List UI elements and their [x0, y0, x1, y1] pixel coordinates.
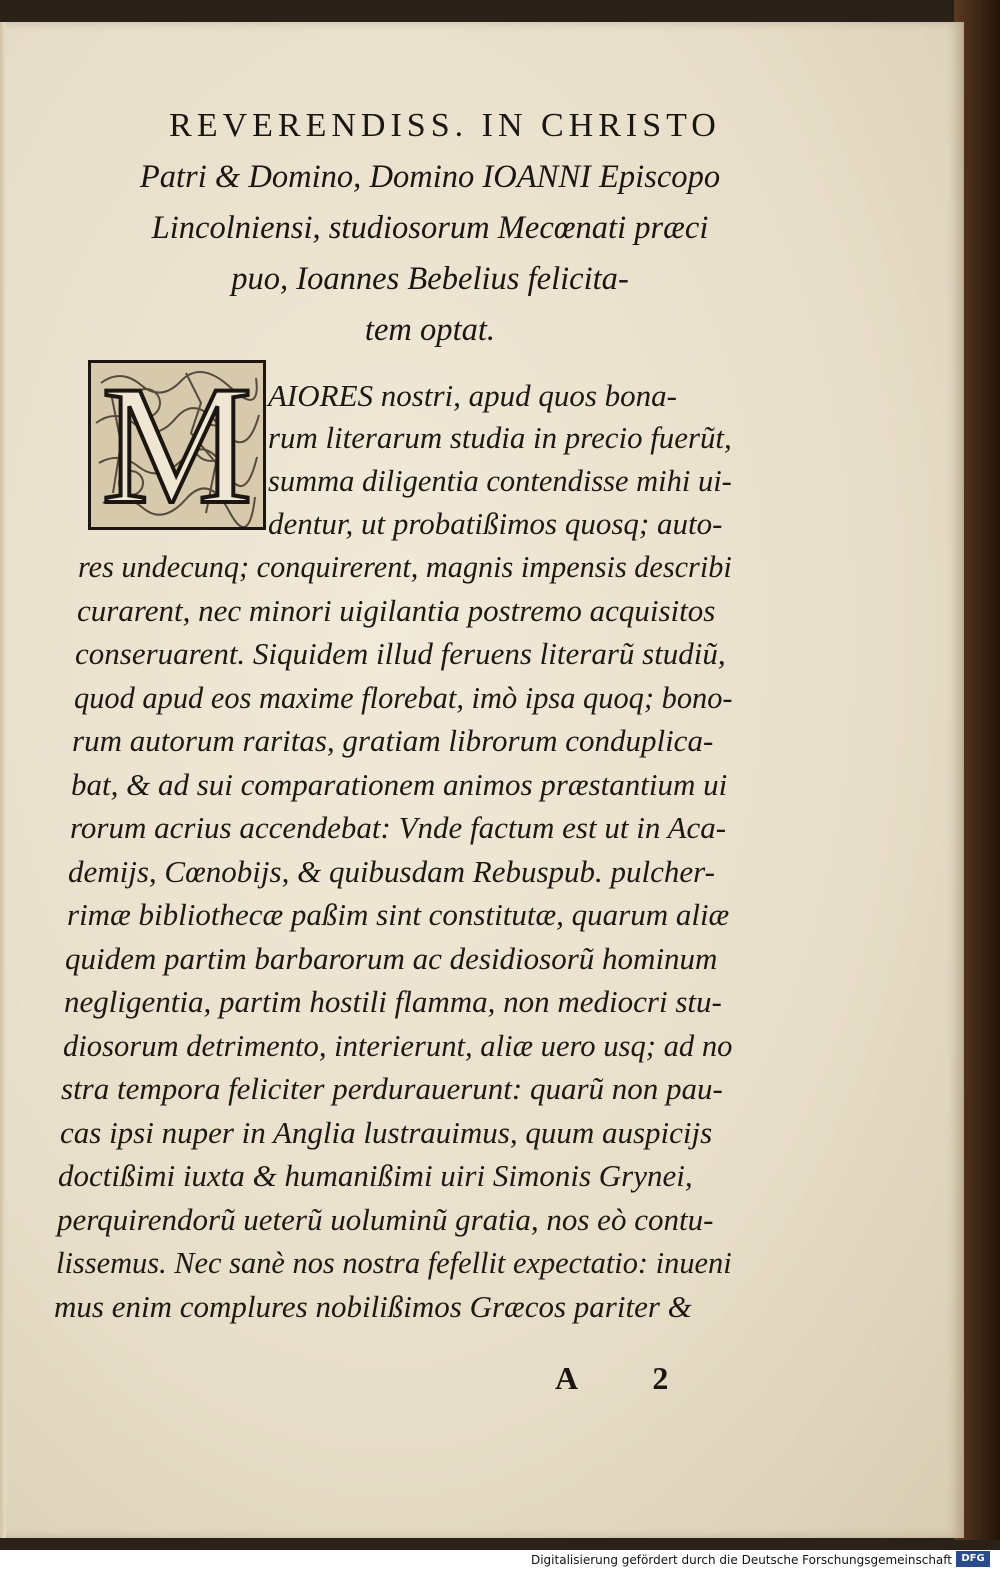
- body-line: rimæ bibliothecæ paßim sint constitutæ, quarum aliæ: [67, 897, 730, 932]
- body-line: lissemus. Nec sanè nos nostra fefellit expectatio: inueni: [56, 1245, 732, 1280]
- drop-cap-letter: M: [101, 360, 253, 530]
- body-line: rum autorum raritas, gratiam librorum conduplica-: [72, 723, 714, 758]
- body-line: diosorum detrimento, interierunt, aliæ uero usq; ad no: [63, 1028, 733, 1063]
- dedication-heading: [80, 100, 780, 356]
- body-line: cas ipsi nuper in Anglia lustrauimus, quum auspicijs: [60, 1115, 713, 1150]
- first-line: rum literarum studia in precio fuerũt,: [268, 420, 732, 455]
- body-line: quidem partim barbarorum ac desidiosorũ hominum: [65, 941, 718, 976]
- body-line: rorum acrius accendebat: Vnde factum est ut in Aca-: [70, 810, 727, 845]
- body-line: conseruarent. Siquidem illud feruens literarũ studiũ,: [75, 636, 726, 671]
- heading-line-2: Patri & Domino, Domino IOANNI Episcopo: [139, 159, 721, 195]
- body-line: stra tempora feliciter perdurauerunt: quarũ non pau-: [61, 1071, 723, 1106]
- footer-credit: Digitalisierung gefördert durch die Deutsche Forschungsgemeinschaft: [530, 1553, 952, 1567]
- page-edge: [0, 22, 6, 1538]
- dfg-logo: DFG: [956, 1551, 990, 1567]
- body-line: negligentia, partim hostili flamma, non mediocri stu-: [64, 984, 722, 1019]
- body-line: mus enim complures nobilißimos Græcos pariter &: [54, 1289, 692, 1324]
- heading-line-4: puo, Ioannes Bebelius felicita-: [231, 261, 629, 297]
- heading-line-1: REVERENDISS. IN CHRISTO: [169, 107, 721, 144]
- body-line: demijs, Cœnobijs, & quibusdam Rebuspub. pulcher-: [68, 854, 715, 889]
- first-line: summa diligentia contendisse mihi ui-: [268, 463, 732, 498]
- first-line: dentur, ut probatißimos quosq; auto-: [268, 506, 723, 541]
- body-line: res undecunq; conquirerent, magnis impensis describi: [78, 549, 732, 584]
- signature-mark: A 2: [555, 1360, 703, 1396]
- body-line: quod apud eos maxime florebat, imò ipsa quoq; bono-: [74, 680, 733, 715]
- heading-line-5: tem optat.: [364, 312, 496, 348]
- body-line: bat, & ad sui comparationem animos præstantium ui: [71, 767, 728, 802]
- heading-line-3: Lincolniensi, studiosorum Mecœnati præci: [151, 210, 709, 246]
- first-line: AIORES nostri, apud quos bona-: [268, 378, 678, 413]
- decorated-initial: [88, 360, 266, 530]
- body-line: doctißimi iuxta & humanißimi uiri Simonis Grynei,: [58, 1158, 693, 1193]
- body-line: perquirendorũ ueterũ uoluminũ gratia, nos eò contu-: [57, 1202, 714, 1237]
- body-line: curarent, nec minori uigilantia postremo acquisitos: [77, 593, 716, 628]
